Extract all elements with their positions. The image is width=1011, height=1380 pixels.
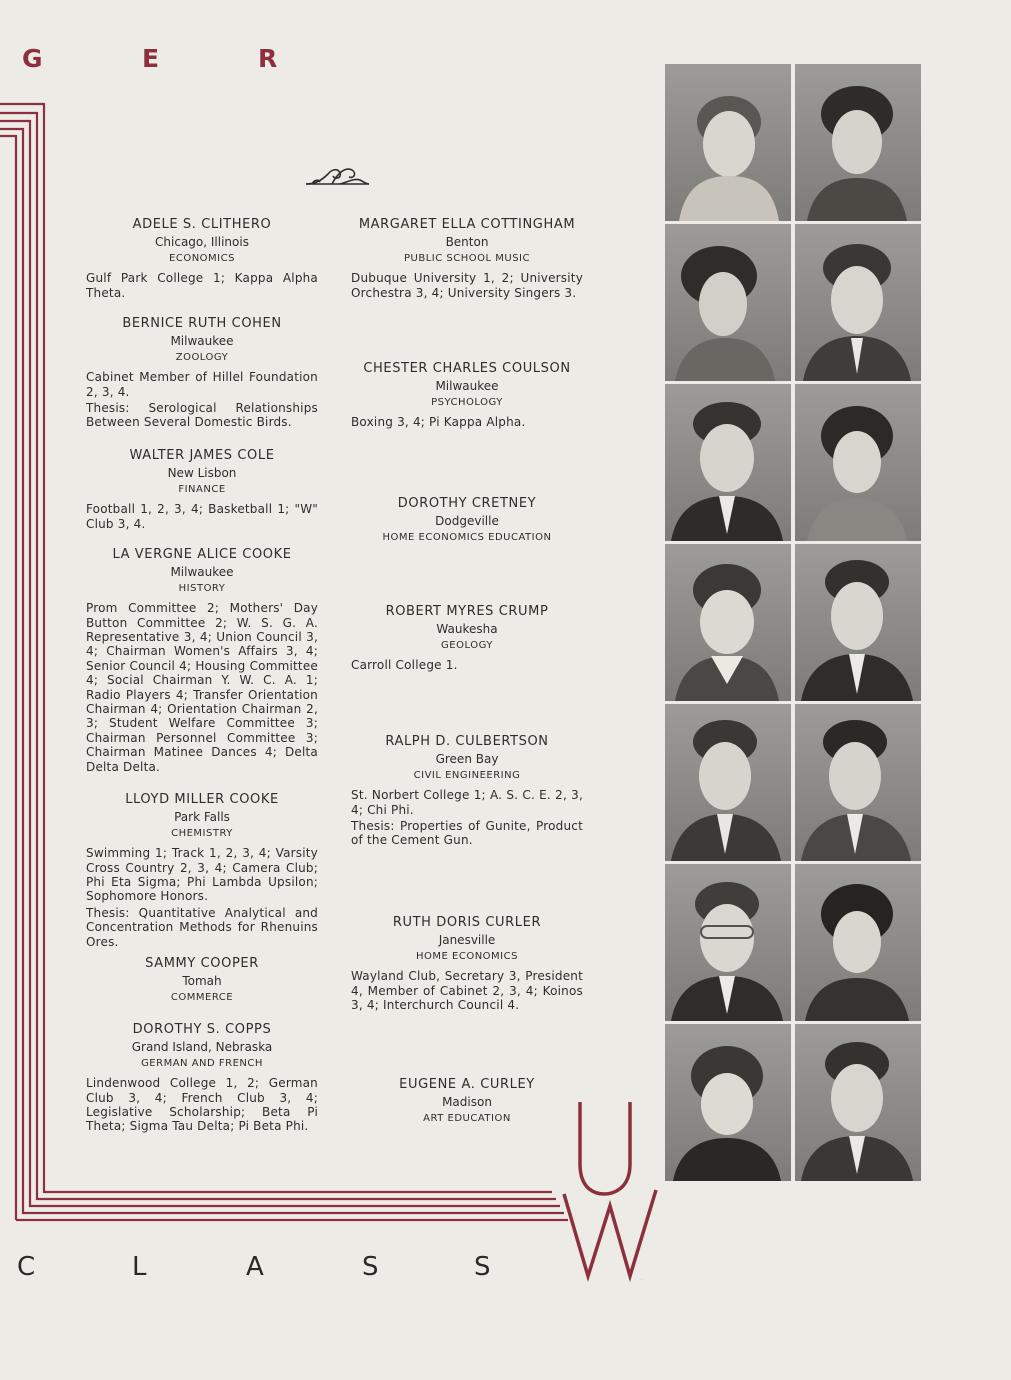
student-major: ZOOLOGY <box>175 351 229 363</box>
portrait-photo <box>795 544 921 701</box>
student-major: CHEMISTRY <box>171 827 233 839</box>
student-name: ADELE S. CLITHERO <box>132 217 272 232</box>
student-entry <box>351 497 583 550</box>
student-name: LLOYD MILLER COOKE <box>125 792 279 807</box>
student-major: CIVIL ENGINEERING <box>413 769 521 781</box>
flourish-ornament-icon <box>302 160 372 190</box>
footer-letter-l: L <box>132 1252 147 1282</box>
student-name: SAMMY COOPER <box>145 956 259 971</box>
student-activities: Boxing 3, 4; Pi Kappa Alpha. <box>351 415 526 430</box>
student-name: MARGARET ELLA COTTINGHAM <box>358 217 576 232</box>
portrait-photo <box>665 864 791 1021</box>
student-hometown: Waukesha <box>436 622 498 637</box>
student-activities: Lindenwood College 1, 2; German Club 3, 4; French Club 3, 4; Legislative Scholarship; Beta Pi Theta; Sigma Tau Delta; Pi Beta Phi. <box>86 1076 318 1134</box>
student-hometown: Tomah <box>182 974 222 989</box>
student-major: PSYCHOLOGY <box>431 396 503 408</box>
student-name: DOROTHY CRETNEY <box>397 496 537 511</box>
student-hometown: Grand Island, Nebraska <box>131 1040 273 1055</box>
portrait-photo <box>665 384 791 541</box>
portrait-photo <box>795 64 921 221</box>
portrait-photo <box>665 544 791 701</box>
footer-letter-c: C <box>17 1252 36 1282</box>
student-entry <box>351 916 583 1012</box>
student-entry <box>351 605 583 673</box>
student-thesis: Thesis: Serological Relationships Between Several Domestic Birds. <box>86 401 318 430</box>
student-entry <box>351 735 583 848</box>
student-activities: Swimming 1; Track 1, 2, 3, 4; Varsity Cross Country 2, 3, 4; Camera Club; Phi Eta Sigma; Phi Lambda Upsilon; Sophomore Honors. <box>86 846 318 904</box>
student-name: WALTER JAMES COLE <box>129 448 275 463</box>
student-name: EUGENE A. CURLEY <box>399 1077 535 1092</box>
student-hometown: Park Falls <box>174 810 230 825</box>
student-activities: Cabinet Member of Hillel Foundation 2, 3, 4. <box>86 370 318 399</box>
footer-letter-a: A <box>246 1252 264 1282</box>
student-major: PUBLIC SCHOOL MUSIC <box>404 252 530 264</box>
header-letter-g: G <box>22 44 43 73</box>
footer-letter-s1: S <box>362 1252 379 1282</box>
student-hometown: Milwaukee <box>435 379 499 394</box>
student-major: ART EDUCATION <box>423 1112 511 1124</box>
student-name: RUTH DORIS CURLER <box>392 915 542 930</box>
portrait-photo <box>665 224 791 381</box>
student-hometown: Janesville <box>438 933 496 948</box>
student-name: LA VERGNE ALICE COOKE <box>112 547 292 562</box>
student-name: BERNICE RUTH COHEN <box>122 316 282 331</box>
student-entry <box>86 793 318 949</box>
student-entry <box>86 1023 318 1134</box>
student-major: HOME ECONOMICS <box>416 950 518 962</box>
student-major: ECONOMICS <box>169 252 235 264</box>
student-activities: Gulf Park College 1; Kappa Alpha Theta. <box>86 271 318 300</box>
student-activities: Dubuque University 1, 2; University Orchestra 3, 4; University Singers 3. <box>351 271 583 300</box>
student-major: FINANCE <box>178 483 226 495</box>
student-hometown: Milwaukee <box>170 565 234 580</box>
student-name: CHESTER CHARLES COULSON <box>363 361 571 376</box>
student-activities: Prom Committee 2; Mothers' Day Button Committee 2; W. S. G. A. Representative 3, 4; Union Council 3, 4; Chairman Women's Affairs 3, 4; Senior Council 4; Housing Committee 4; Social Chairman Y. W. C. A. 1; Radio Players 4; Transfer Orientation Chairman 4; Orientation Chairman 2, 3; Student Welfare Committee 3; Chairman Personnel Committee 3; Chairman Matinee Dances 4; Delta Delta Delta. <box>86 601 318 774</box>
student-major: GERMAN AND FRENCH <box>141 1057 263 1069</box>
student-thesis: Thesis: Properties of Gunite, Product of the Cement Gun. <box>351 819 583 848</box>
student-entry <box>351 218 583 300</box>
portrait-photo <box>665 704 791 861</box>
portrait-photo <box>795 864 921 1021</box>
student-hometown: Milwaukee <box>170 334 234 349</box>
student-activities: Wayland Club, Secretary 3, President 4, Member of Cabinet 2, 3, 4; Koinos 3, 4; Interchurch Council 4. <box>351 969 583 1013</box>
student-hometown: New Lisbon <box>167 466 237 481</box>
header-letter-e: E <box>142 44 160 73</box>
header-letter-r: R <box>258 44 278 73</box>
uw-monogram <box>558 1094 668 1284</box>
student-hometown: Madison <box>442 1095 492 1110</box>
footer-letter-s2: S <box>474 1252 491 1282</box>
portrait-photo <box>795 384 921 541</box>
student-major: GEOLOGY <box>441 639 493 651</box>
student-major: HISTORY <box>178 582 226 594</box>
portrait-photo <box>795 1024 921 1181</box>
student-activities: Football 1, 2, 3, 4; Basketball 1; "W" Club 3, 4. <box>86 502 318 531</box>
student-entry <box>86 957 318 1010</box>
student-entry <box>86 317 318 430</box>
student-activities: St. Norbert College 1; A. S. C. E. 2, 3, 4; Chi Phi. <box>351 788 583 817</box>
student-hometown: Green Bay <box>435 752 499 767</box>
student-name: RALPH D. CULBERTSON <box>385 734 549 749</box>
student-name: DOROTHY S. COPPS <box>132 1022 272 1037</box>
student-thesis: Thesis: Quantitative Analytical and Concentration Methods for Rhenuins Ores. <box>86 905 318 949</box>
student-name: ROBERT MYRES CRUMP <box>385 604 549 619</box>
student-entry <box>86 548 318 774</box>
student-entry <box>351 362 583 430</box>
student-activities: Carroll College 1. <box>351 658 458 673</box>
portrait-photo <box>665 1024 791 1181</box>
portrait-photo <box>795 704 921 861</box>
student-major: COMMERCE <box>170 991 234 1003</box>
student-hometown: Dodgeville <box>435 514 499 529</box>
monogram-letter-w: W <box>641 1280 643 1281</box>
student-major: HOME ECONOMICS EDUCATION <box>382 531 552 543</box>
student-hometown: Chicago, Illinois <box>155 235 249 250</box>
student-entry <box>86 449 318 531</box>
student-entry <box>351 1078 583 1131</box>
monogram-letter-u: U <box>560 1094 648 1214</box>
student-hometown: Benton <box>445 235 489 250</box>
portrait-photo <box>665 64 791 221</box>
portrait-photo <box>795 224 921 381</box>
student-entry <box>86 218 318 300</box>
